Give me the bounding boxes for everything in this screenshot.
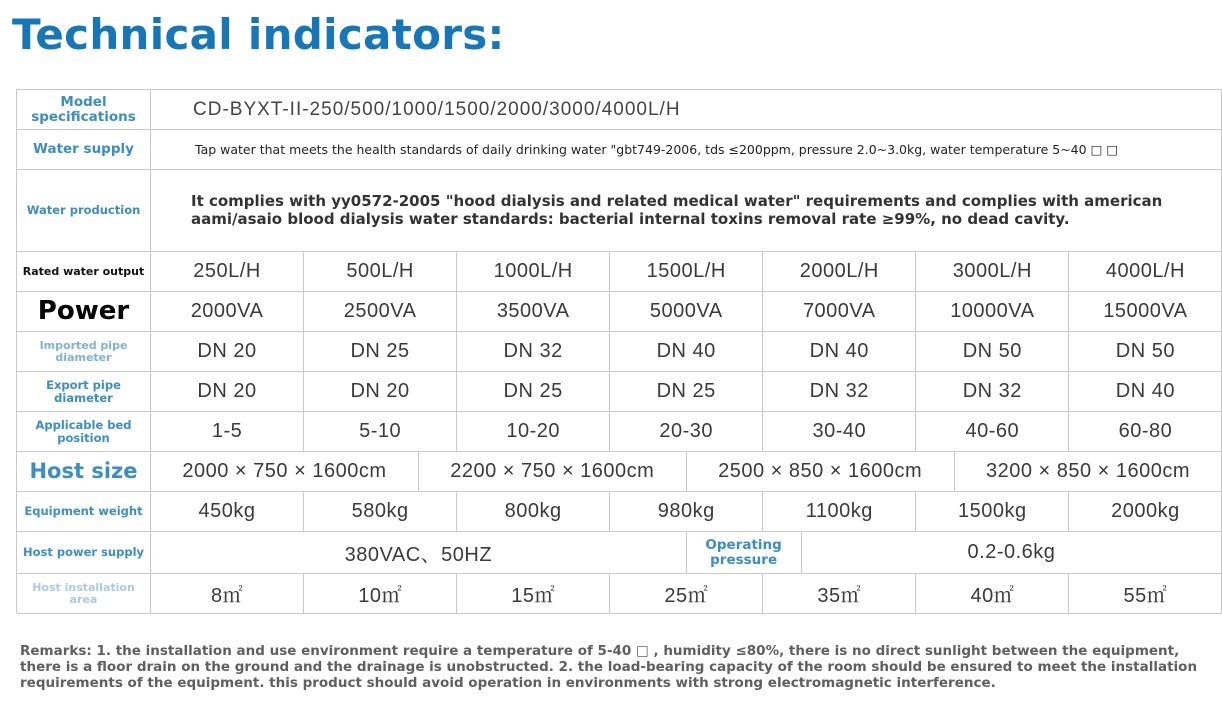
row-label-model: Model specifications	[17, 90, 151, 130]
beds-cell: 60-80	[1069, 412, 1222, 452]
spec-table	[16, 89, 1222, 613]
output-cell: 3000L/H	[916, 252, 1069, 292]
power-cell: 3500VA	[457, 292, 610, 332]
host-size-cell: 3200 × 850 × 1600cm	[955, 452, 1222, 492]
row-label-host-power: Host power supply	[17, 532, 151, 574]
output-cell: 1000L/H	[457, 252, 610, 292]
weight-cell: 580kg	[304, 492, 457, 532]
import-pipe-cell: DN 25	[304, 332, 457, 372]
weight-cell: 800kg	[457, 492, 610, 532]
export-pipe-cell: DN 32	[916, 372, 1069, 412]
import-pipe-cell: DN 32	[457, 332, 610, 372]
power-cell: 10000VA	[916, 292, 1069, 332]
import-pipe-cell: DN 40	[610, 332, 763, 372]
water-supply-value: Tap water that meets the health standards of daily drinking water "gbt749-2006, tds ≤200ppm, pressure 2.0~3.0kg, water temperature 5~40 □ □	[151, 130, 1222, 170]
output-cell: 2000L/H	[763, 252, 916, 292]
remarks: Remarks: 1. the installation and use environment require a temperature of 5-40 □ , humidity ≤80%, there is no direct sunlight between the equipment, there is a floor drain on the ground and the drainage is unobstructed. 2. the load-bearing capacity of the room should be ensured to meet the installation requirements of the equipment. this product should avoid operation in environments with strong electromagnetic interference.	[20, 643, 1198, 691]
operating-pressure-value: 0.2-0.6kg	[802, 532, 1222, 574]
power-cell: 5000VA	[610, 292, 763, 332]
beds-cell: 30-40	[763, 412, 916, 452]
export-pipe-cell: DN 40	[1069, 372, 1222, 412]
beds-cell: 40-60	[916, 412, 1069, 452]
output-cell: 500L/H	[304, 252, 457, 292]
weight-cell: 2000kg	[1069, 492, 1222, 532]
host-size-cell: 2200 × 750 × 1600cm	[419, 452, 687, 492]
row-label-export-pipe: Export pipe diameter	[17, 372, 151, 412]
power-cell: 7000VA	[763, 292, 916, 332]
export-pipe-cell: DN 32	[763, 372, 916, 412]
row-label-water-production: Water production	[17, 170, 151, 252]
power-cell: 2500VA	[304, 292, 457, 332]
page-title: Technical indicators:	[12, 10, 505, 59]
row-label-installation-area: Host installation area	[17, 574, 151, 614]
output-cell: 250L/H	[151, 252, 304, 292]
export-pipe-cell: DN 20	[151, 372, 304, 412]
area-cell: 15㎡	[457, 574, 610, 614]
output-cell: 4000L/H	[1069, 252, 1222, 292]
beds-cell: 5-10	[304, 412, 457, 452]
output-cell: 1500L/H	[610, 252, 763, 292]
export-pipe-cell: DN 20	[304, 372, 457, 412]
area-cell: 25㎡	[610, 574, 763, 614]
row-label-power: Power	[17, 292, 151, 332]
water-production-value: It complies with yy0572-2005 "hood dialysis and related medical water" requirements and complies with american aami/asaio blood dialysis water standards: bacterial internal toxins removal rate ≥99%, no dead cavity.	[151, 170, 1222, 252]
weight-cell: 450kg	[151, 492, 304, 532]
import-pipe-cell: DN 40	[763, 332, 916, 372]
host-power-value: 380VAC、50HZ	[151, 532, 687, 574]
power-cell: 15000VA	[1069, 292, 1222, 332]
weight-cell: 1500kg	[916, 492, 1069, 532]
row-label-host-size: Host size	[17, 452, 151, 492]
row-label-rated-output: Rated water output	[17, 252, 151, 292]
area-cell: 8㎡	[151, 574, 304, 614]
model-value: CD-BYXT-II-250/500/1000/1500/2000/3000/4000L/H	[151, 90, 1222, 130]
import-pipe-cell: DN 20	[151, 332, 304, 372]
weight-cell: 1100kg	[763, 492, 916, 532]
power-cell: 2000VA	[151, 292, 304, 332]
beds-cell: 1-5	[151, 412, 304, 452]
import-pipe-cell: DN 50	[916, 332, 1069, 372]
weight-cell: 980kg	[610, 492, 763, 532]
row-label-bed-position: Applicable bed position	[17, 412, 151, 452]
export-pipe-cell: DN 25	[610, 372, 763, 412]
import-pipe-cell: DN 50	[1069, 332, 1222, 372]
export-pipe-cell: DN 25	[457, 372, 610, 412]
row-label-import-pipe: Imported pipe diameter	[17, 332, 151, 372]
area-cell: 40㎡	[916, 574, 1069, 614]
host-size-cell: 2500 × 850 × 1600cm	[687, 452, 955, 492]
area-cell: 35㎡	[763, 574, 916, 614]
beds-cell: 20-30	[610, 412, 763, 452]
row-label-equipment-weight: Equipment weight	[17, 492, 151, 532]
operating-pressure-label: Operating pressure	[687, 532, 802, 574]
beds-cell: 10-20	[457, 412, 610, 452]
row-label-water-supply: Water supply	[17, 130, 151, 170]
host-size-cell: 2000 × 750 × 1600cm	[151, 452, 419, 492]
area-cell: 55㎡	[1069, 574, 1222, 614]
area-cell: 10㎡	[304, 574, 457, 614]
